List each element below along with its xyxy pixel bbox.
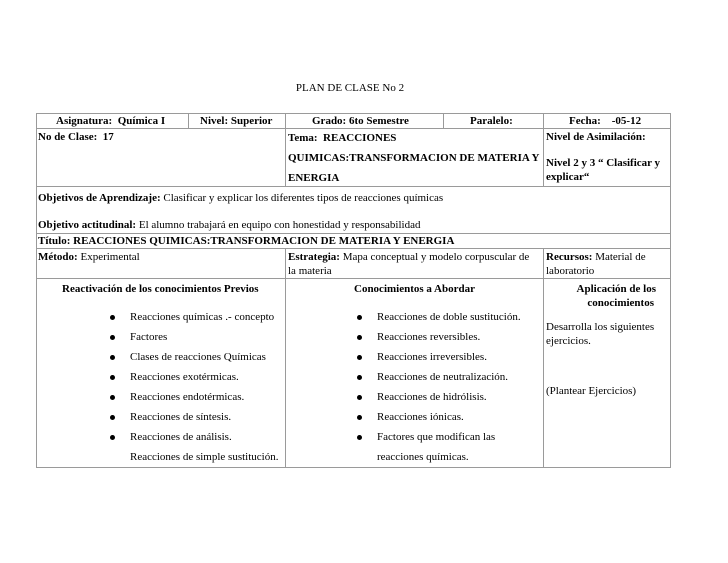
column-divider: [285, 248, 286, 468]
row-divider: [36, 186, 670, 187]
table-border-right: [670, 113, 671, 468]
aplicacion-text: [546, 320, 654, 348]
objetivo-actitudinal-label: Objetivo actitudinal:: [38, 219, 137, 231]
objetivo-actitudinal: [38, 218, 420, 232]
row-divider: [36, 248, 670, 249]
paralelo-cell: Paralelo:: [470, 115, 513, 127]
no-clase-value: 17: [102, 131, 114, 143]
no-clase-cell: [38, 130, 114, 144]
list-item: Reacciones endotérmicas.: [130, 390, 278, 410]
estrategia-line: la materia: [288, 265, 332, 277]
column-divider: [543, 113, 544, 128]
list-item: Reacciones de hidrólisis.: [377, 390, 521, 410]
list-item: Reacciones reversibles.: [377, 330, 521, 350]
list-item: Reacciones iónicas.: [377, 410, 521, 430]
previos-header: Reactivación de los conocimientos Previos: [62, 283, 259, 295]
document-title: PLAN DE CLASE No 2: [295, 82, 405, 94]
fecha-label: Fecha:: [569, 115, 601, 127]
tema-cell: [288, 131, 539, 185]
column-divider: [543, 248, 544, 468]
list-item: Reacciones químicas .- concepto: [130, 310, 278, 330]
asignatura-label: Asignatura:: [56, 115, 113, 127]
nivel-asimilacion-cell: [546, 130, 660, 184]
column-divider: [188, 113, 189, 128]
list-item: reacciones químicas.: [377, 451, 469, 463]
list-item: Factores: [130, 330, 278, 350]
titulo-row: Título: REACCIONES QUIMICAS:TRANSFORMACION DE MATERIA Y ENERGIA: [38, 235, 455, 247]
table-border-left: [36, 113, 37, 468]
column-divider: [285, 128, 286, 186]
fecha-cell: [569, 114, 641, 128]
list-item: Clases de reacciones Químicas: [130, 350, 278, 370]
recursos-line: Material de: [595, 251, 646, 263]
estrategia-cell: [288, 250, 529, 278]
list-item: Reacciones de análisis.: [130, 430, 278, 450]
objetivo-aprendizaje-text: Clasificar y explicar los diferentes tipos de reacciones químicas: [163, 192, 444, 204]
fecha-value: -05-12: [611, 115, 642, 127]
list-item: Reacciones de síntesis.: [130, 410, 278, 430]
tema-line: ENERGIA: [288, 172, 340, 184]
no-clase-label: No de Clase:: [38, 131, 98, 143]
metodo-cell: [38, 250, 140, 264]
estrategia-line: Mapa conceptual y modelo corpuscular de: [342, 251, 530, 263]
nivel-cell: Nivel: Superior: [200, 115, 273, 127]
list-item: Reacciones de neutralización.: [377, 370, 521, 390]
aplicacion-header-line: Aplicación de los: [576, 283, 656, 295]
recursos-label: Recursos:: [546, 251, 593, 263]
list-item: Reacciones irreversibles.: [377, 350, 521, 370]
column-divider: [543, 128, 544, 186]
recursos-cell: [546, 250, 646, 278]
aplicacion-line: ejercicios.: [546, 335, 591, 347]
asignatura-value: Química I: [117, 115, 166, 127]
objetivo-actitudinal-text: El alumno trabajará en equipo con honestidad y responsabilidad: [138, 219, 421, 231]
grado-cell: Grado: 6to Semestre: [312, 115, 409, 127]
abordar-list: [377, 310, 521, 470]
row-divider: [36, 278, 670, 279]
metodo-label: Método:: [38, 251, 78, 263]
tema-label: Tema:: [288, 132, 318, 144]
aplicacion-header: [546, 282, 668, 310]
abordar-header: Conocimientos a Abordar: [354, 283, 475, 295]
row-divider: [36, 128, 670, 129]
plantear-ejercicios: (Plantear Ejercicios): [546, 385, 637, 397]
aplicacion-header-line: conocimientos: [587, 297, 654, 309]
list-item: Factores que modifican las: [377, 430, 521, 450]
list-item: Reacciones de simple sustitución.: [130, 451, 279, 463]
recursos-line: laboratorio: [546, 265, 595, 277]
nivel-asimilacion-line: explicar“: [546, 171, 590, 183]
estrategia-label: Estrategia:: [288, 251, 340, 263]
column-divider: [285, 113, 286, 128]
list-item: Reacciones de doble sustitución.: [377, 310, 521, 330]
objetivo-aprendizaje: [38, 191, 443, 205]
column-divider: [443, 113, 444, 128]
tema-line: QUIMICAS:TRANSFORMACION DE MATERIA Y: [288, 152, 540, 164]
tema-line: REACCIONES: [323, 132, 397, 144]
nivel-asimilacion-label: Nivel de Asimilación:: [546, 131, 646, 143]
objetivo-aprendizaje-label: Objetivos de Aprendizaje:: [38, 192, 161, 204]
previos-list: [130, 310, 278, 470]
list-item: Reacciones exotérmicas.: [130, 370, 278, 390]
asignatura-cell: [56, 114, 165, 128]
nivel-asimilacion-line: Nivel 2 y 3 “ Clasificar y: [546, 157, 661, 169]
aplicacion-line: Desarrolla los siguientes: [546, 321, 655, 333]
metodo-value: Experimental: [80, 251, 140, 263]
